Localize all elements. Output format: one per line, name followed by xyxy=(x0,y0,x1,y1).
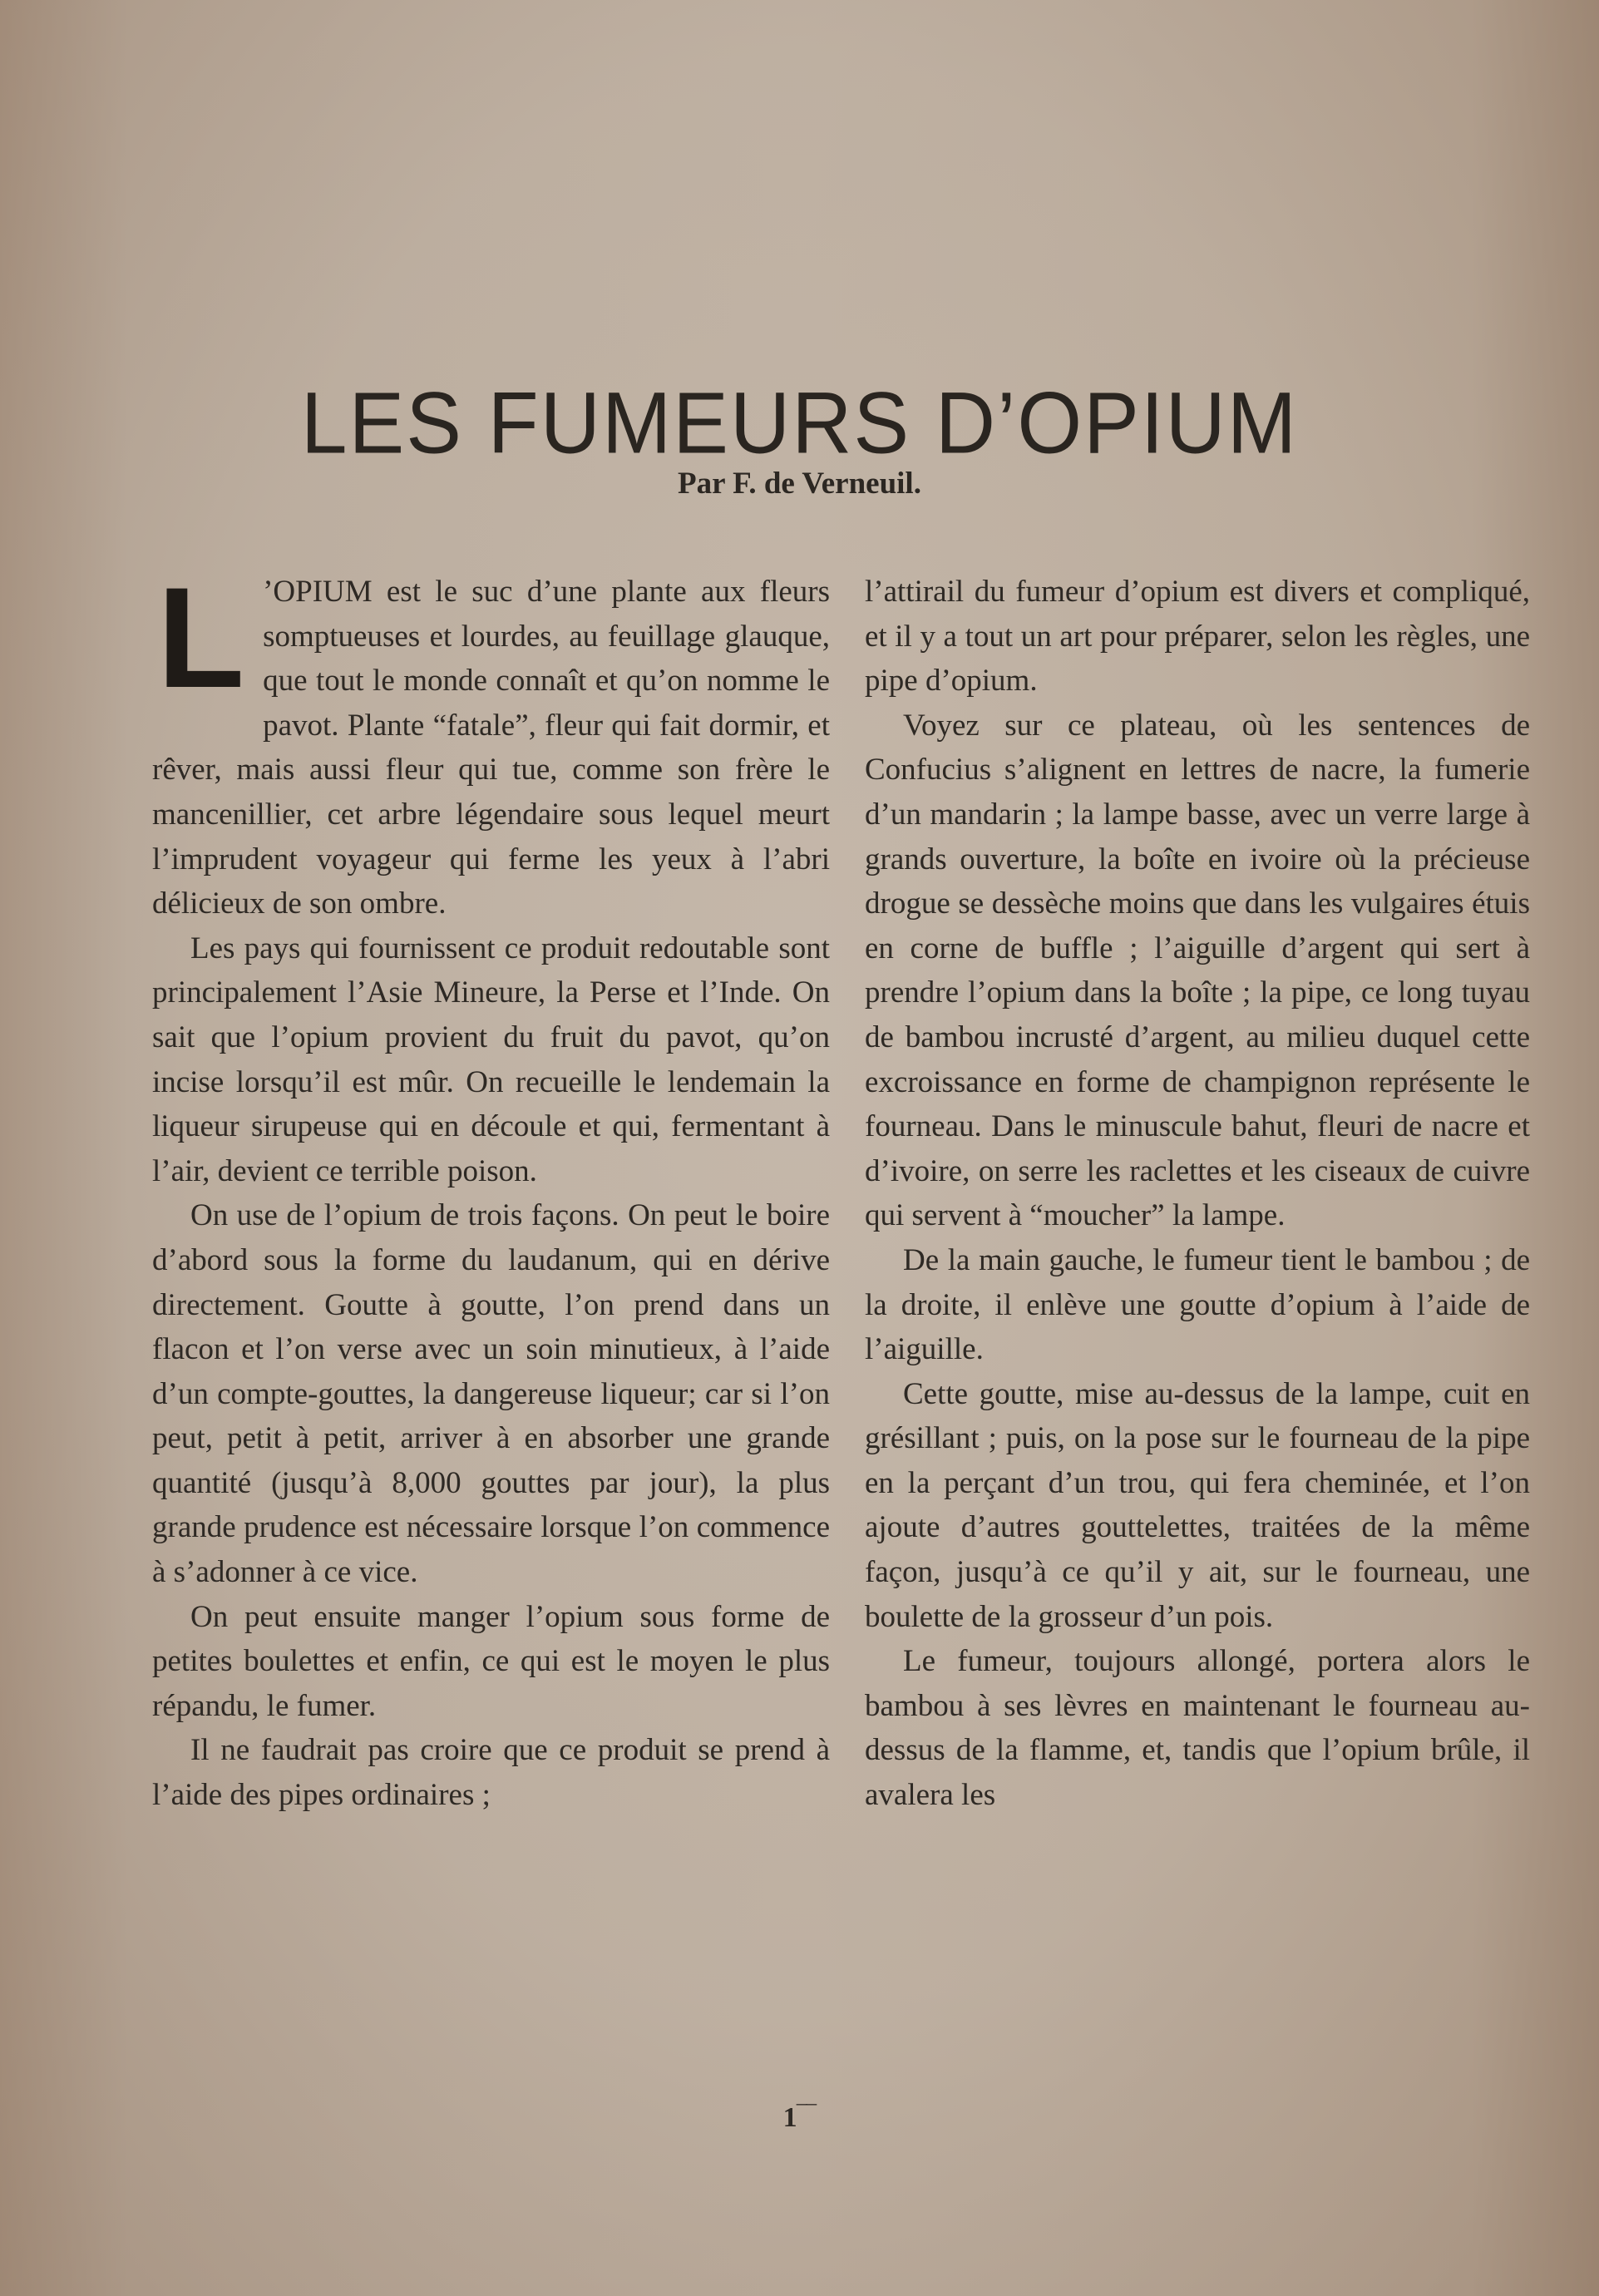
paragraph-9: Le fumeur, toujours allongé, portera alors le bambou à ses lèvres en maintenant le fourneau au-dessus de la flamme, et, tandis que l’opium brûle, il avalera les xyxy=(865,1644,1530,1813)
paragraph-6: Voyez sur ce plateau, où les sentences de Confucius s’alignent en lettres de nacre, la fumerie d’un mandarin ; la lampe basse, avec un verre large à grands ouverture, la boîte en ivoire où la précieuse drogue se dessèche moins que dans les vulgaires étuis en corne de buffle ; l’aiguille d’argent qui sert à prendre l’opium dans la boîte ; la pipe, ce long tuyau de bambou incrusté d’argent, au milieu duquel cette excroissance en forme de champignon représente le fourneau. Dans le minuscule bahut, fleuri de nacre et d’ivoire, on serre les raclettes et les ciseaux de cuivre qui servent à “moucher” la lampe. xyxy=(865,708,1530,1233)
paragraph-1 xyxy=(152,558,830,926)
paragraph-5: Il ne faudrait pas croire que ce produit se prend à l’aide des pipes ordinaires ; xyxy=(152,1733,830,1813)
paragraph-3: On use de l’opium de trois façons. On peut le boire d’abord sous la forme du laudanum, qui en dérive directement. Goutte à goutte, l’on prend dans un flacon et l’on verse avec un soin minutieux, à l’aide d’un compte-gouttes, la dangereuse liqueur; car si l’on peut, petit à petit, arriver à en absorber une grande quantité (jusqu’à 8,000 gouttes par jour), la plus grande prudence est nécessaire lorsque l’on commence à s’adonner à ce vice. xyxy=(152,1198,830,1590)
article-title: LES FUMEURS D’OPIUM xyxy=(300,374,1299,472)
paragraph-2: Les pays qui fournissent ce produit redoutable sont principalement l’Asie Mineure, la Perse et l’Inde. On sait que l’opium provient du fruit du pavot, qu’on incise lorsqu’il est mûr. On recueille le lendemain la liqueur sirupeuse qui en découle et qui, fermentant à l’air, devient ce terrible poison. xyxy=(152,931,830,1188)
left-column xyxy=(152,558,830,1818)
paragraph-7: De la main gauche, le fumeur tient le bambou ; de la droite, il enlève une goutte d’opium à l’aide de l’aiguille. xyxy=(865,1242,1530,1367)
article-byline: Par F. de Verneuil. xyxy=(678,467,921,501)
drop-cap: L xyxy=(157,558,245,718)
paragraph-1-text: ’OPIUM est le suc d’une plante aux fleurs somptueuses et lourdes, au feuillage glauque, que tout le monde connaît et qu’on nomme le pavot. Plante “fatale”, fleur qui fait dormir, et rêver, mais aussi fleur qui tue, comme son frère le mancenillier, cet arbre légendaire sous lequel meurt l’imprudent voyageur qui ferme les yeux à l’abri délicieux de son ombre. xyxy=(152,575,830,921)
paragraph-5-continued: l’attirail du fumeur d’opium est divers et compliqué, et il y a tout un art pour préparer, selon les règles, une pipe d’opium. xyxy=(865,575,1530,699)
paragraph-8: Cette goutte, mise au-dessus de la lampe, cuit en grésillant ; puis, on la pose sur le fourneau de la pipe en la perçant d’un trou, qui fera cheminée, et l’on ajoute d’autres gouttelettes, traitées de la même façon, jusqu’à ce qu’il y ait, sur le fourneau, une boulette de la grosseur d’un pois. xyxy=(865,1376,1530,1634)
paragraph-4: On peut ensuite manger l’opium sous forme de petites boulettes et enfin, ce qui est le moyen le plus répandu, le fumer. xyxy=(152,1599,830,1723)
page-number: 1‾‾ xyxy=(782,2102,817,2133)
right-column xyxy=(865,570,1530,1818)
